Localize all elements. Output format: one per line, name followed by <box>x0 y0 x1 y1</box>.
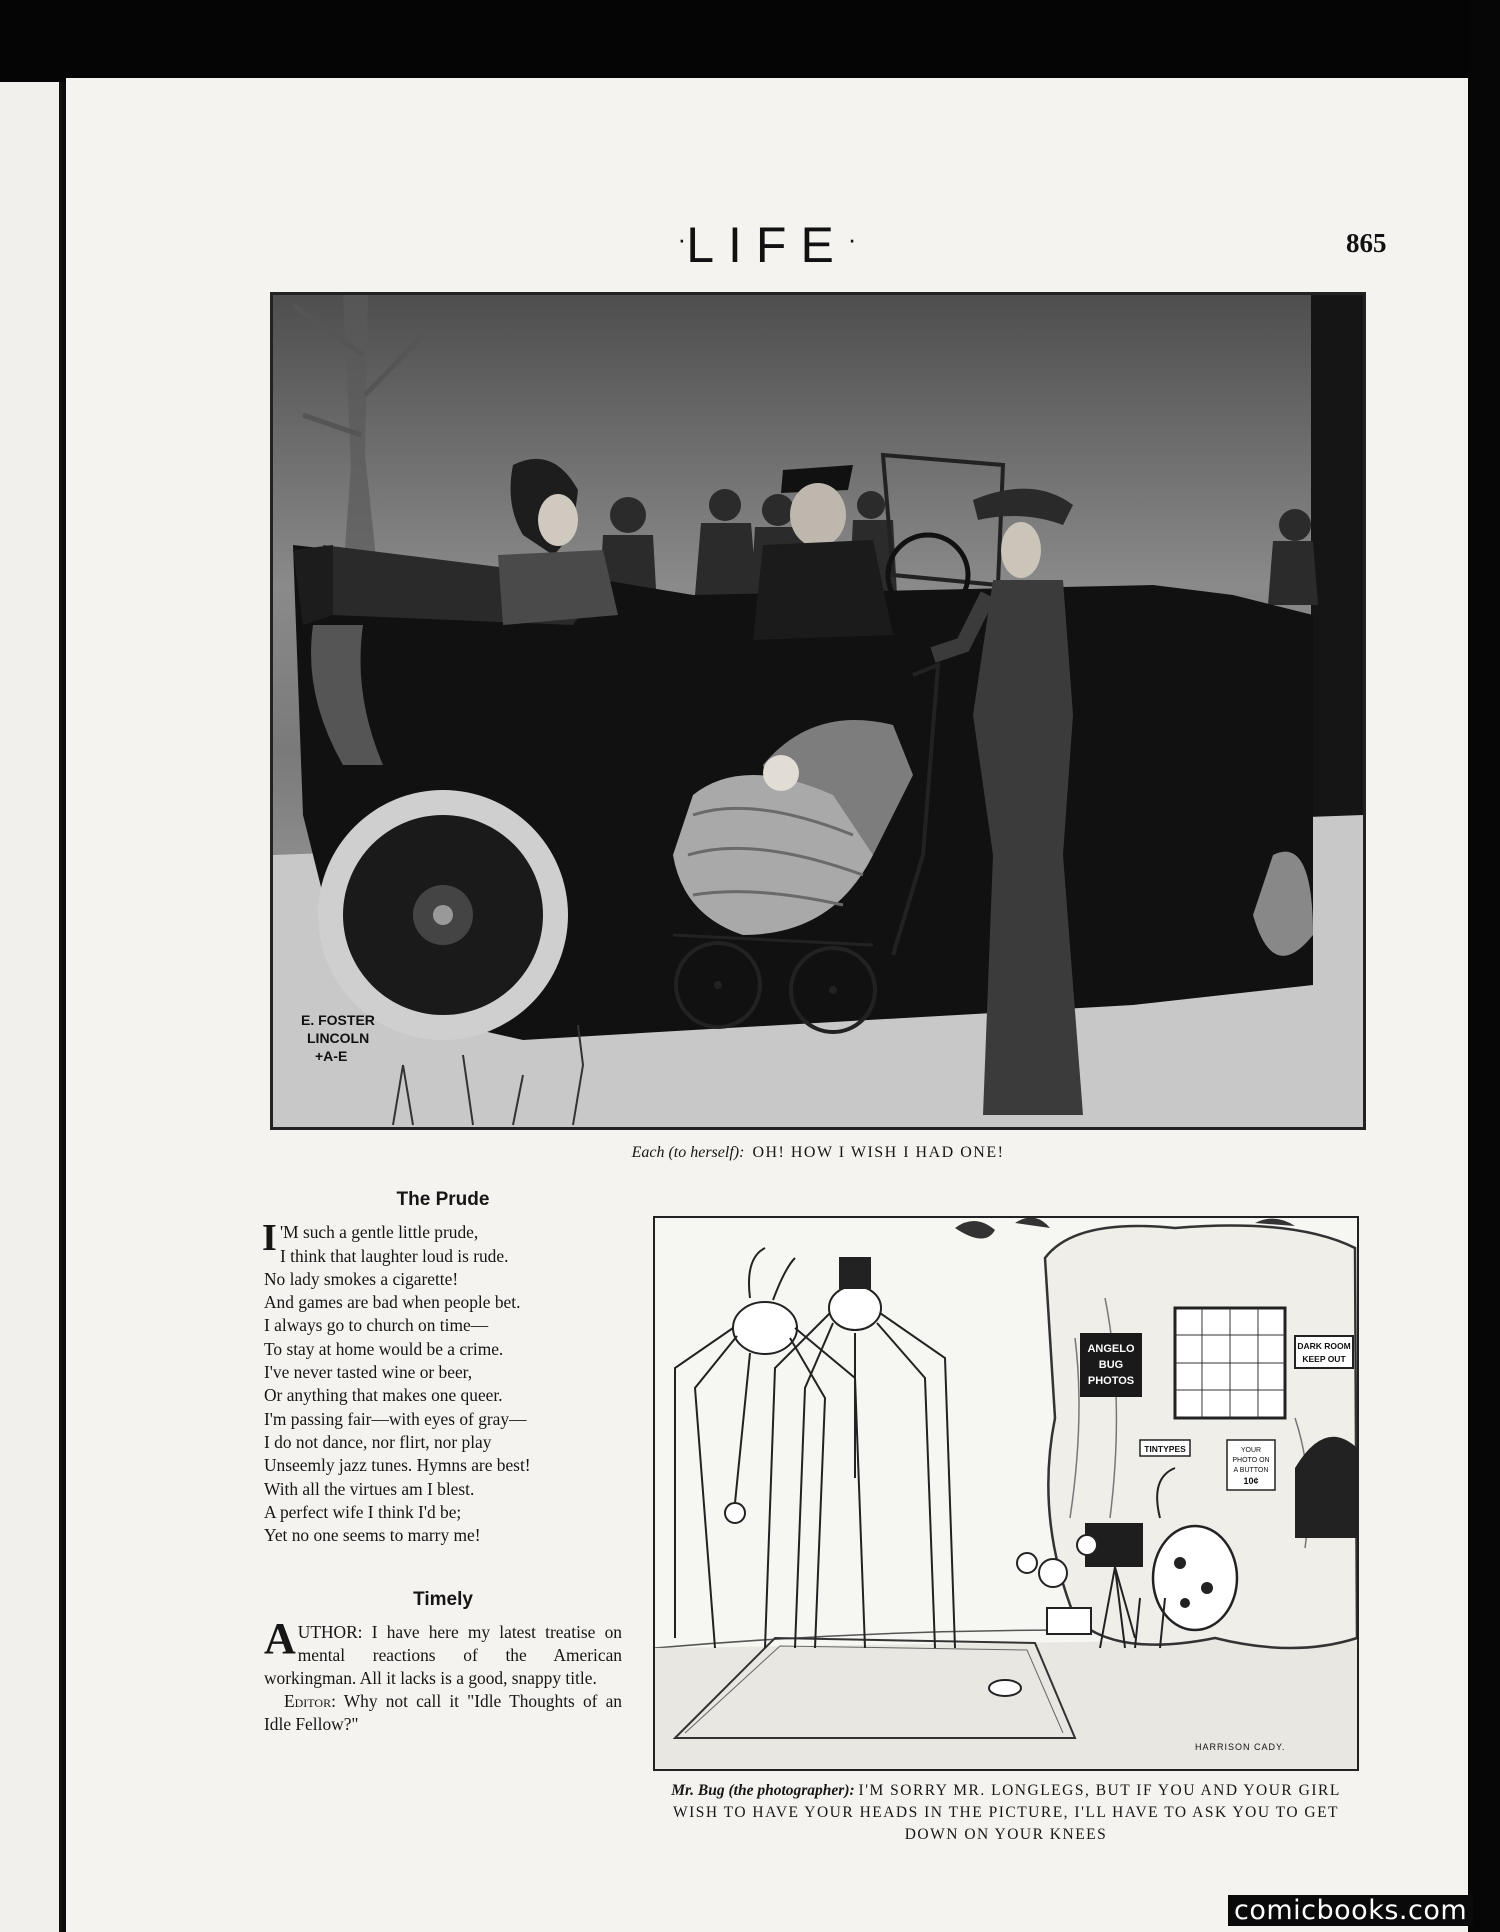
poem-line: I've never tasted wine or beer, <box>264 1362 473 1383</box>
caption-text: OH! HOW I WISH I HAD ONE! <box>752 1144 1005 1161</box>
artist-signature-line-2: LINCOLN <box>307 1030 370 1046</box>
darkroom-sign-line-2: KEEP OUT <box>1302 1354 1346 1364</box>
editor-role: Editor: <box>284 1691 336 1711</box>
scan-right-shadow <box>1468 0 1500 1932</box>
author-text: I have here my latest treatise on mental reactions of the American workingman. All it lacks is a good, snappy title. <box>264 1622 622 1688</box>
tintypes-sign: TINTYPES <box>1144 1444 1186 1454</box>
top-cartoon-caption <box>270 1144 1366 1162</box>
poem-line: A perfect wife I think I'd be; <box>264 1501 462 1522</box>
caption-aside: (the photographer): <box>728 1782 855 1799</box>
studio-sign-line-1: ANGELO <box>1087 1343 1135 1355</box>
poem-dropcap: I <box>262 1217 277 1260</box>
studio-sign-line-2: BUG <box>1098 1359 1124 1371</box>
editor-paragraph <box>264 1690 622 1736</box>
poem-line: I always go to church on time— <box>264 1315 489 1336</box>
poem-line-text: 'M such a gentle little prude, <box>280 1222 479 1243</box>
bottom-cartoon-caption <box>653 1780 1359 1846</box>
poem-line: To stay at home would be a crime. <box>264 1338 504 1359</box>
artist-signature: HARRISON CADY. <box>1195 1742 1286 1752</box>
button-photo-sign-line-1: YOUR <box>1240 1447 1262 1454</box>
poem-line: Unseemly jazz tunes. Hymns are best! <box>264 1455 531 1476</box>
poem-line: Or anything that makes one queer. <box>264 1385 503 1406</box>
artist-signature-line-3: +A-E <box>315 1048 348 1064</box>
caption-speaker: Mr. Bug <box>671 1782 725 1799</box>
editor-text: Why not call it "Idle Thoughts of an Idle Fellow?" <box>264 1691 622 1734</box>
masthead-dot-right: · <box>847 224 857 254</box>
masthead-dot-left: · <box>677 224 687 254</box>
site-watermark: comicbooks.com <box>1228 1895 1473 1926</box>
poem-title: The Prude <box>396 1189 490 1210</box>
poem-line: And games are bad when people bet. <box>264 1292 521 1313</box>
facing-page-edge <box>0 82 62 1932</box>
caption-speaker: Each <box>631 1144 665 1161</box>
masthead-title: LIFE <box>686 217 848 273</box>
car-scene-illustration <box>273 295 1363 1127</box>
caption-text: I'M SORRY MR. LONGLEGS, BUT IF YOU AND YOUR GIRL WISH TO HAVE YOUR HEADS IN THE PICTURE, I'LL HAVE TO ASK YOU TO GET DOWN ON YOUR KNEES <box>672 1782 1341 1843</box>
poem-line: No lady smokes a cigarette! <box>264 1268 459 1289</box>
caption-aside: (to herself): <box>668 1144 745 1161</box>
article-timely <box>264 1588 622 1736</box>
bottom-cartoon <box>653 1216 1359 1771</box>
author-paragraph <box>264 1614 622 1690</box>
poem-line: With all the virtues am I blest. <box>264 1478 475 1499</box>
scan-top-shadow <box>0 0 1500 82</box>
top-cartoon <box>270 292 1366 1130</box>
darkroom-sign-line-1: DARK ROOM <box>1297 1341 1351 1351</box>
article-title: Timely <box>413 1589 473 1610</box>
button-photo-sign-line-2: PHOTO ON <box>1232 1457 1270 1464</box>
poem-line: I think that laughter loud is rude. <box>280 1245 509 1266</box>
magazine-page <box>66 78 1468 1932</box>
poem-the-prude <box>264 1188 622 1547</box>
artist-signature-line-1: E. FOSTER <box>301 1012 375 1028</box>
masthead <box>66 216 1468 274</box>
poem-line: I do not dance, nor flirt, nor play <box>264 1431 492 1452</box>
button-photo-sign-line-3: A BUTTON <box>1233 1467 1269 1474</box>
poem-line: Yet no one seems to marry me! <box>264 1525 481 1546</box>
bug-photographer-illustration <box>655 1218 1357 1769</box>
button-photo-sign-line-4: 10¢ <box>1243 1476 1259 1486</box>
article-dropcap: A <box>264 1614 296 1663</box>
studio-sign-line-3: PHOTOS <box>1087 1375 1135 1387</box>
poem-line: I'm passing fair—with eyes of gray— <box>264 1408 527 1429</box>
page-number: 865 <box>1346 228 1387 258</box>
author-role: UTHOR: <box>297 1622 363 1642</box>
